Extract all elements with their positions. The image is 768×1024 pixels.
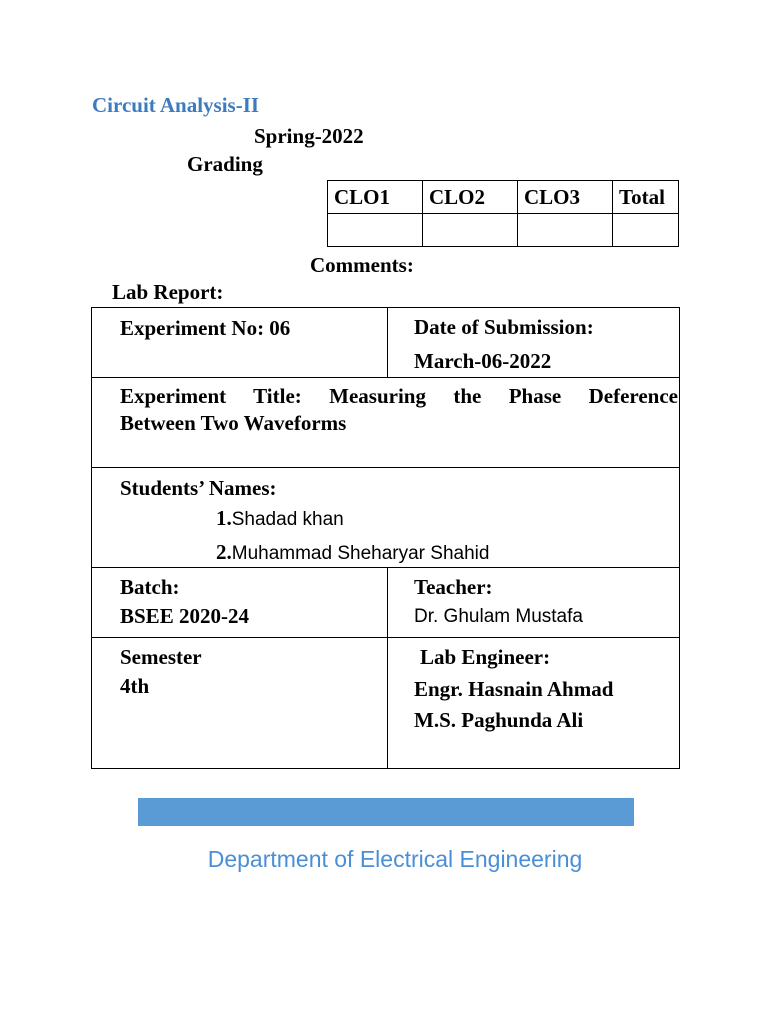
grading-header-cell: CLO2 [423, 181, 518, 214]
grading-header-cell: CLO3 [518, 181, 613, 214]
lab-engineer-label: Lab Engineer: [420, 645, 551, 669]
batch-cell [91, 567, 388, 638]
semester-field-value: 4th [120, 674, 150, 698]
grading-value-cell [328, 214, 423, 247]
teacher-label: Teacher: [414, 575, 493, 599]
experiment-title-cell [91, 377, 680, 468]
batch-label: Batch: [120, 575, 180, 599]
student-number: 1. [216, 506, 232, 530]
grading-value-cell [518, 214, 613, 247]
lab-report-label: Lab Report: [112, 280, 224, 304]
grading-header-cell: Total [613, 181, 679, 214]
grading-header-cell: CLO1 [328, 181, 423, 214]
student-name: Muhammad Sheharyar Shahid [231, 543, 490, 564]
grading-label: Grading [187, 152, 263, 176]
teacher-cell [387, 567, 680, 638]
lab-engineer-name: M.S. Paghunda Ali [414, 708, 584, 732]
semester-label: Spring-2022 [254, 124, 364, 148]
grading-value-cell [613, 214, 679, 247]
lab-engineer-cell [387, 637, 680, 769]
date-value: March-06-2022 [414, 349, 552, 373]
students-label: Students’ Names: [120, 476, 277, 500]
experiment-no: Experiment No: 06 [120, 316, 291, 340]
student-item [216, 506, 344, 531]
date-label: Date of Submission: [414, 315, 594, 339]
grading-value-row [328, 214, 679, 247]
students-cell [91, 467, 680, 568]
footer-band [138, 798, 634, 826]
student-number: 2. [216, 540, 232, 564]
teacher-value: Dr. Ghulam Mustafa [414, 606, 583, 627]
semester-field-label: Semester [120, 645, 202, 669]
student-item [216, 540, 489, 565]
semester-cell [91, 637, 388, 769]
lab-engineer-name: Engr. Hasnain Ahmad [414, 677, 614, 701]
experiment-title-line2: Between Two Waveforms [120, 411, 347, 435]
course-title: Circuit Analysis-II [92, 93, 260, 117]
grading-header-row [328, 181, 679, 214]
batch-value: BSEE 2020-24 [120, 604, 249, 628]
date-cell [387, 307, 680, 378]
experiment-title-line1: Experiment Title: Measuring the Phase Deference [120, 384, 678, 408]
grading-table [327, 180, 679, 247]
comments-label: Comments: [310, 253, 414, 277]
experiment-no-cell [91, 307, 388, 378]
grading-value-cell [423, 214, 518, 247]
department-name: Department of Electrical Engineering [207, 846, 583, 872]
student-name: Shadad khan [231, 509, 344, 530]
